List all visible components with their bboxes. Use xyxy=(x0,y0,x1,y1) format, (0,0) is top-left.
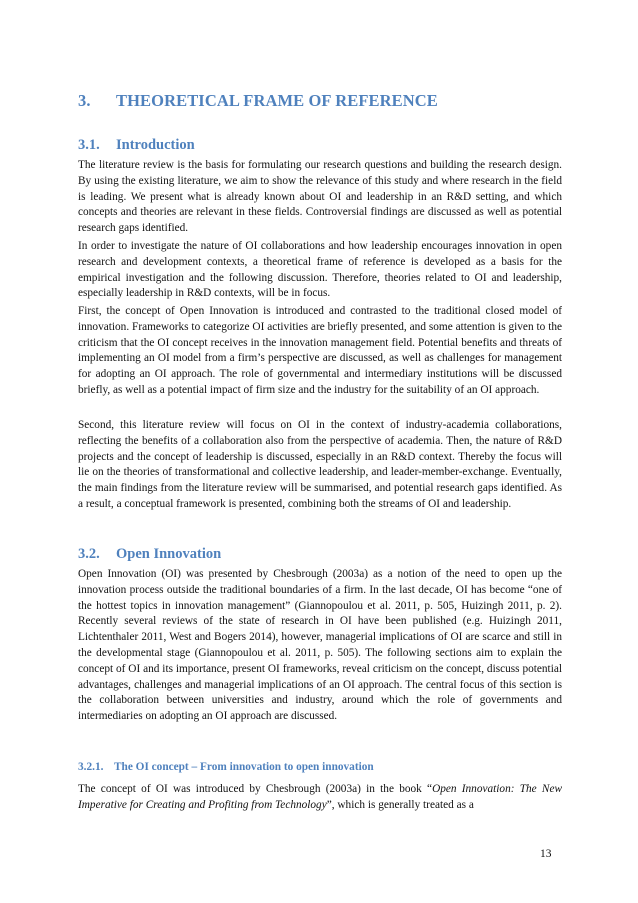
chapter-title: THEORETICAL FRAME OF REFERENCE xyxy=(116,91,438,110)
subsection-number: 3.2.1. xyxy=(78,761,104,773)
intro-paragraph-1: The literature review is the basis for formulating our research questions and building the research design. By using the existing literature, we aim to show the relevance of this study and where research in the field is leading. We present what is already known about OI and leadership in an R&D setting, and which concepts and theories are relevant in these fields. Controversial findings are discussed as well as potential research gaps identified. xyxy=(78,159,562,235)
section-number: 3.1. xyxy=(78,137,100,153)
subsection-title: The OI concept – From innovation to open innovation xyxy=(114,761,374,773)
section-number: 3.2. xyxy=(78,546,100,562)
oi-concept-text-end: ”, which is generally treated as a xyxy=(326,798,474,811)
chapter-heading xyxy=(78,91,438,111)
intro-paragraph-2: In order to investigate the nature of OI collaborations and how leadership encourages innovation in open research and development contexts, a theoretical frame of reference is developed as a basis for the empirical investigation and the following discussion. Therefore, theories related to OI and leadership, especially leadership in R&D contexts, will be in focus. xyxy=(78,240,562,300)
chapter-number: 3. xyxy=(78,91,91,110)
section-heading-introduction xyxy=(78,137,195,154)
oi-concept-paragraph xyxy=(78,782,562,814)
page-number: 13 xyxy=(540,848,552,860)
oi-concept-text-start: The concept of OI was introduced by Chesbrough (2003a) in the book “ xyxy=(78,783,433,795)
section-title: Introduction xyxy=(116,137,195,153)
section-heading-open-innovation xyxy=(78,546,221,563)
oi-paragraph-1: Open Innovation (OI) was presented by Chesbrough (2003a) as a notion of the need to open up the innovation process outside the traditional boundaries of a firm. In the last decade, OI has become “one of the hottest topics in innovation management” (Giannopoulou et al. 2011, p. 505, Huizingh 2011, p. 2). Recently several reviews of the state of research in OI have been published (e.g. Huizingh 2011, Lichtenthaler 2011, West and Bogers 2014), however, managerial implications of OI are scarce and still in the developmental stage (Giannopoulou et al. 2011, p. 505). The following sections aim to explain the concept of OI and its importance, present OI frameworks, reveal criticism on the concept, discuss potential advantages, challenges and managerial implications of an OI approach. The central focus of this section is the collaboration between universities and industry, around which the role of governments and intermediaries on adopting an OI approach are discussed. xyxy=(78,568,562,723)
subsection-heading-oi-concept xyxy=(78,761,374,773)
intro-paragraph-3: First, the concept of Open Innovation is introduced and contrasted to the traditional closed model of innovation. Frameworks to categorize OI activities are briefly presented, and some attention is given to the criticism that the OI concept receives in the innovation management field. Potential benefits and threats of implementing an OI model from a firm’s perspective are discussed, as well as challenges for management for adopting an OI approach. The role of governmental and intermediary institutions will be discussed briefly, as well as a potential impact of firm size and the industry for the suitability of an OI approach. xyxy=(78,305,562,396)
book-title: Open Innovation: The New Imperative for Creating and Profiting from Technology xyxy=(78,783,562,811)
section-title: Open Innovation xyxy=(116,546,222,562)
intro-paragraph-4: Second, this literature review will focus on OI in the context of industry-academia collaborations, reflecting the benefits of a collaboration also from the perspective of academia. Then, the nature of R&D projects and the concept of leadership is discussed, especially in an R&D context. Thereby the focus will lie on the theories of transformational and collective leadership, and leader-member-exchange. Eventually, the main findings from the literature review will be summarised, and potential research gaps identified. As a result, a conceptual framework is presented, combining both the streams of OI and leadership. xyxy=(78,419,562,510)
